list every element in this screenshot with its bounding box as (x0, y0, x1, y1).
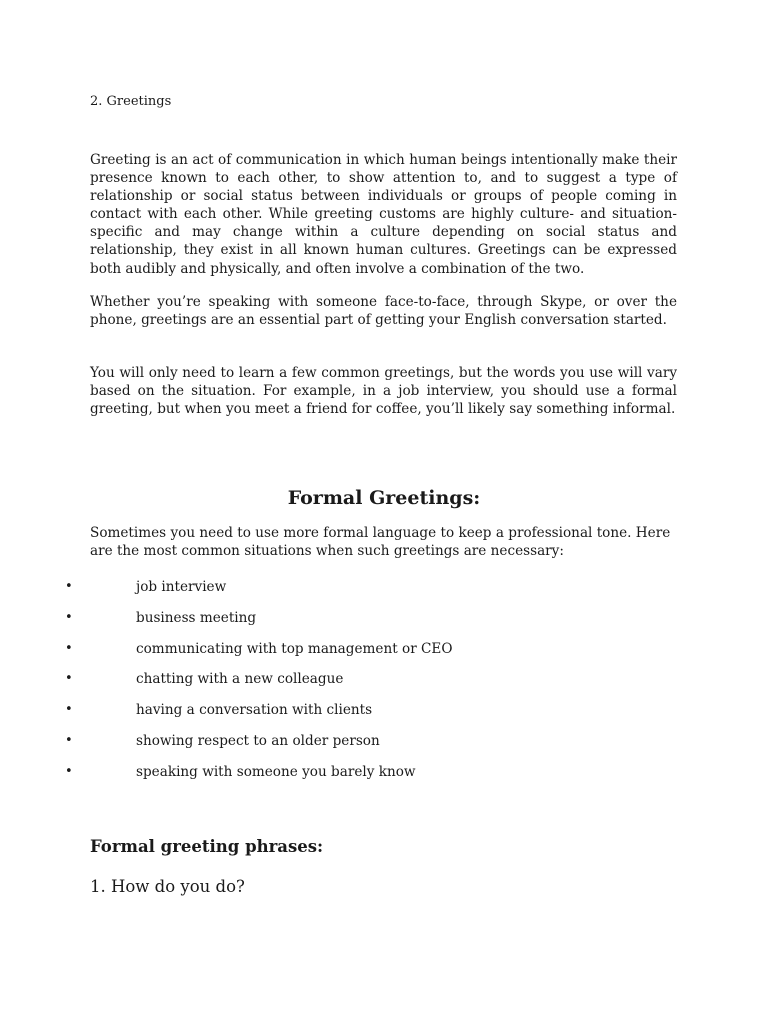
formal-greetings-intro: Sometimes you need to use more formal language to keep a professional tone. Here are the most common situations when such greetings are necessary: (90, 525, 671, 560)
list-item-text: showing respect to an older person (136, 732, 380, 749)
list-item (0, 609, 768, 640)
bullet-icon: • (65, 732, 73, 748)
list-item (0, 578, 768, 609)
bullet-icon: • (65, 609, 73, 625)
situations-list (0, 578, 768, 794)
formal-greetings-heading: Formal Greetings: (287, 487, 481, 509)
list-item-text: communicating with top management or CEO (136, 640, 453, 657)
paragraph-greeting-situations: You will only need to learn a few common greetings, but the words you use will vary based on the situation. For example, in a job interview, you should use a formal greeting, but when you meet a friend for coffee, you’ll likely say something informal. (90, 365, 677, 418)
bullet-icon: • (65, 671, 73, 687)
bullet-icon: • (65, 763, 73, 779)
bullet-icon: • (65, 702, 73, 718)
list-item-text: chatting with a new colleague (136, 671, 344, 688)
list-item-text: having a conversation with clients (136, 702, 373, 719)
paragraph-greeting-importance: Whether you’re speaking with someone face-to-face, through Skype, or over the phone, greetings are an essential part of getting your English conversation started. (90, 294, 677, 329)
list-item (0, 640, 768, 671)
list-item-text: job interview (136, 579, 227, 595)
formal-phrases-heading: Formal greeting phrases: (90, 837, 324, 856)
bullet-icon: • (65, 579, 73, 594)
list-item (0, 732, 768, 763)
list-item-text: speaking with someone you barely know (136, 763, 416, 780)
paragraph-greeting-definition: Greeting is an act of communication in which human beings intentionally make their presence known to each other, to show attention to, and to suggest a type of relationship or social status between individuals or groups of people coming in contact with each other. While greeting customs are highly culture- and situation-specific and may change within a culture depending on social status and relationship, they exist in all known human cultures. Greetings can be expressed both audibly and physically, and often involve a combination of the two. (90, 152, 677, 277)
bullet-icon: • (65, 640, 73, 656)
list-item (0, 763, 768, 794)
section-label: 2. Greetings (90, 94, 172, 109)
list-item (0, 670, 768, 701)
phrase-item: 1. How do you do? (90, 877, 245, 896)
list-item (0, 701, 768, 732)
list-item-text: business meeting (136, 609, 257, 626)
